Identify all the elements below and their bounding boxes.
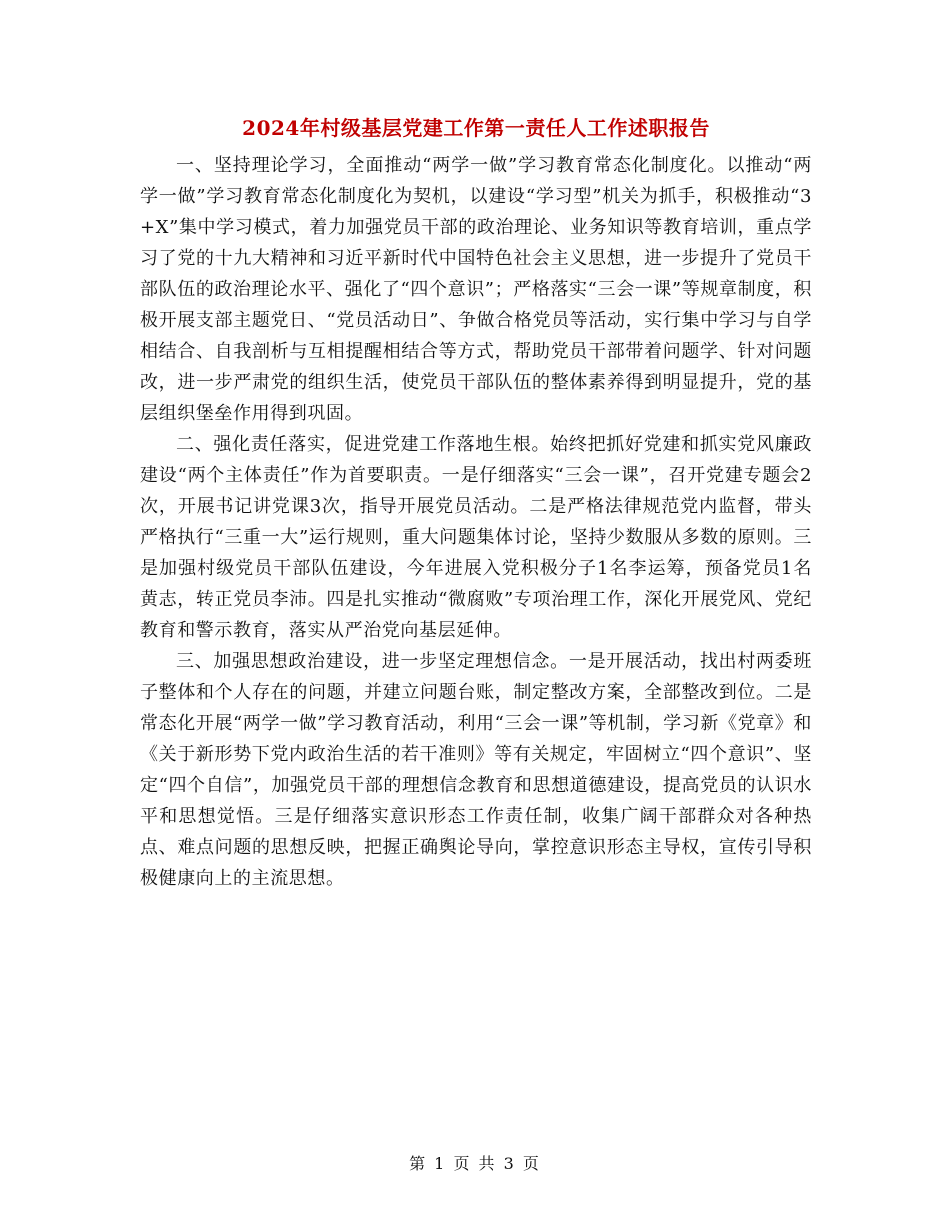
paragraph-2: 二、强化责任落实，促进党建工作落地生根。始终把抓好党建和抓实党风廉政建设“两个主体责任”作为首要职责。一是仔细落实“三会一课”，召开党建专题会2次，开展书记讲党课3次，指导开展党员活动。二是严格法律规范党内监督，带头严格执行“三重一大”运行规则，重大问题集体讨论，坚持少数服从多数的原则。三是加强村级党员干部队伍建设，今年进展入党积极分子1名李运筹，预备党员1名黄志，转正党员李沛。四是扎实推动“微腐败”专项治理工作，深化开展党风、党纪教育和警示教育，落实从严治党向基层延伸。 [140, 434, 812, 641]
paragraph-1: 一、坚持理论学习，全面推动“两学一做”学习教育常态化制度化。以推动“两学一做”学习教育常态化制度化为契机，以建设“学习型”机关为抓手，积极推动“3+X”集中学习模式，着力加强党员干部的政治理论、业务知识等教育培训，重点学习了党的十九大精神和习近平新时代中国特色社会主义思想，进一步提升了党员干部队伍的政治理论水平、强化了“四个意识”；严格落实“三会一课”等规章制度，积极开展支部主题党日、“党员活动日”、争做合格党员等活动，实行集中学习与自学相结合、自我剖析与互相提醒相结合等方式，帮助党员干部带着问题学、针对问题改，进一步严肃党的组织生活，使党员干部队伍的整体素养得到明显提升，党的基层组织堡垒作用得到巩固。 [140, 155, 812, 424]
paragraph-3: 三、加强思想政治建设，进一步坚定理想信念。一是开展活动，找出村两委班子整体和个人存在的问题，并建立问题台账，制定整改方案，全部整改到位。二是常态化开展“两学一做”学习教育活动，利用“三会一课”等机制，学习新《党章》和《关于新形势下党内政治生活的若干准则》等有关规定，牢固树立“四个意识”、坚定“四个自信”，加强党员干部的理想信念教育和思想道德建设，提高党员的认识水平和思想觉悟。三是仔细落实意识形态工作责任制，收集广阔干部群众对各种热点、难点问题的思想反映，把握正确舆论导向，掌控意识形态主导权，宣传引导积极健康向上的主流思想。 [140, 651, 812, 889]
document-title: 2024年村级基层党建工作第一责任人工作述职报告 [242, 116, 710, 140]
page-footer: 第 1 页 共 3 页 [409, 1154, 541, 1173]
